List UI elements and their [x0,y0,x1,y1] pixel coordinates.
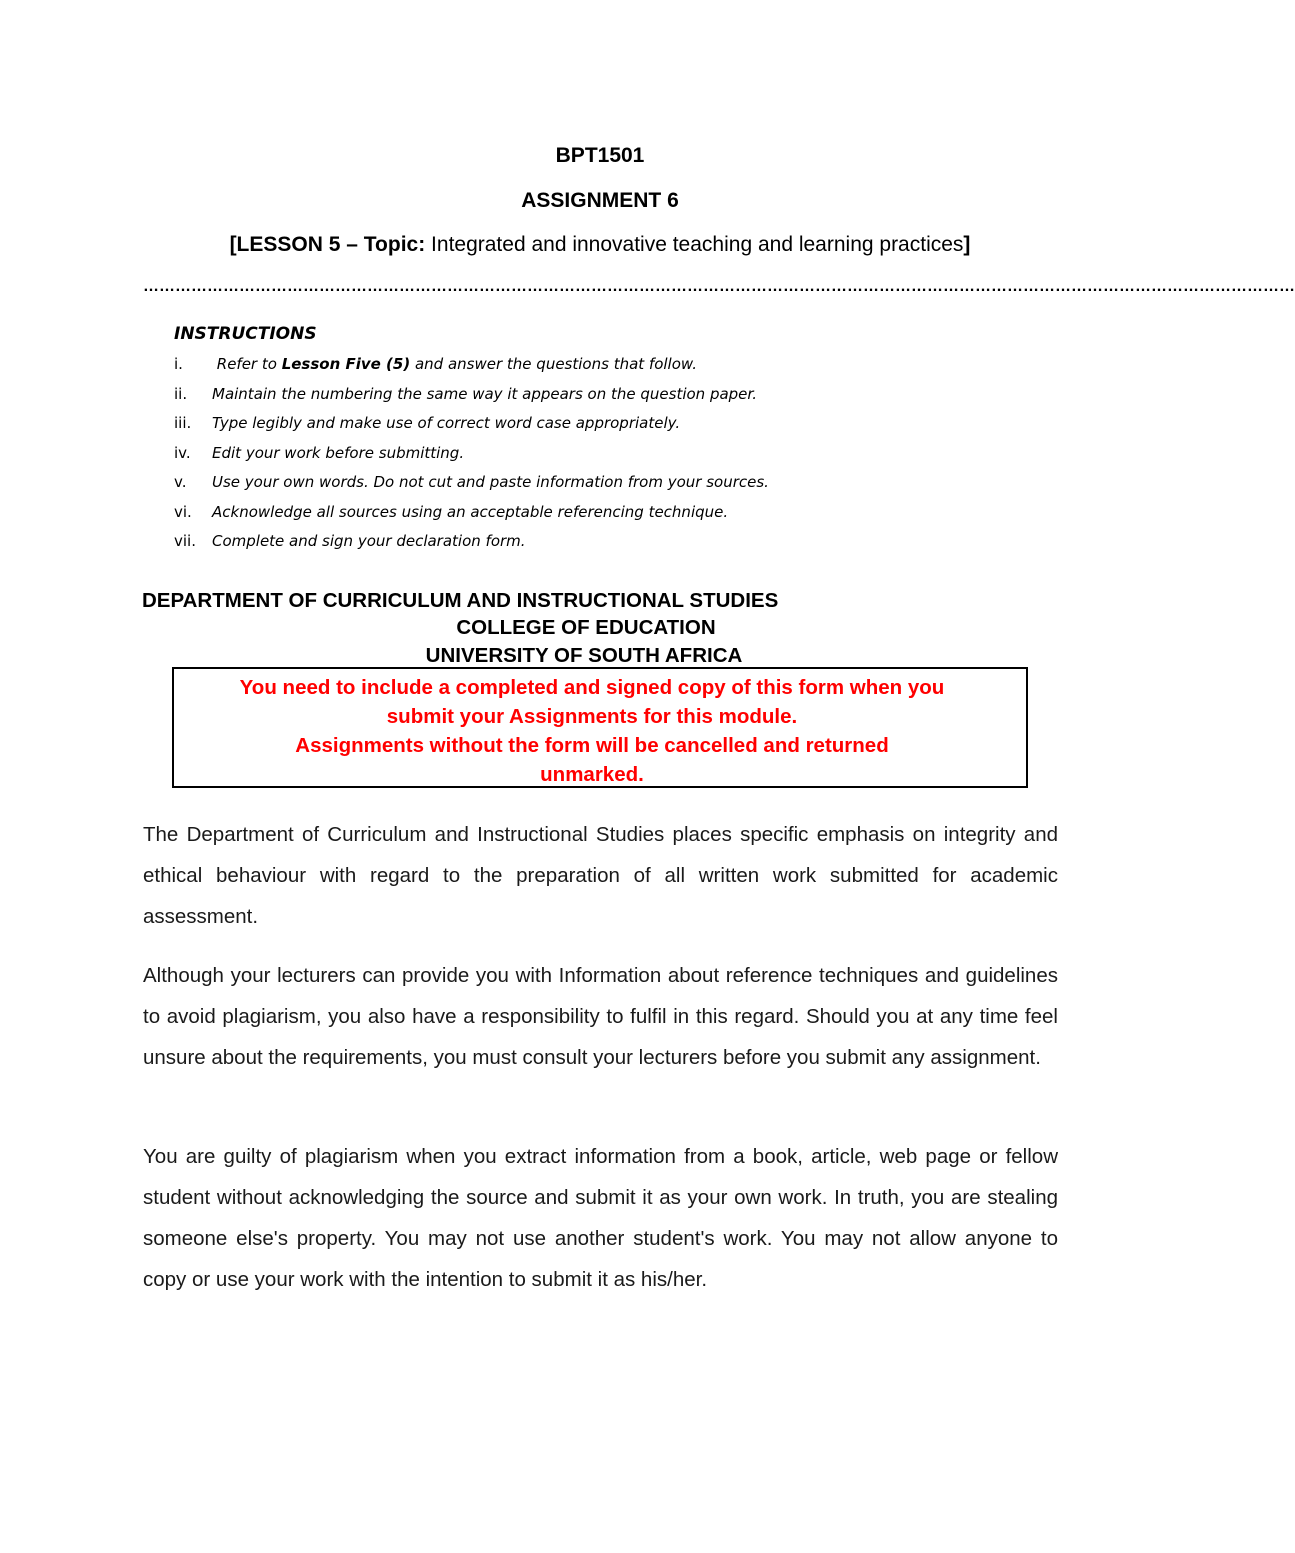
instruction-item [174,472,769,502]
university-name: UNIVERSITY OF SOUTH AFRICA [425,644,743,667]
instruction-item [174,502,769,532]
instruction-item [174,443,769,473]
lecturers-paragraph: Although your lecturers can provide you with Information about reference techniques and guidelines to avoid plagiarism, you also have a responsibility to fulfil in this regard. Should you at any time feel unsure about the requirements, you must consult your lecturers before you submit any assignment. [143,964,1058,1069]
college-name: COLLEGE OF EDUCATION [456,616,716,639]
department-name: DEPARTMENT OF CURRICULUM AND INSTRUCTIONAL STUDIES [142,589,779,612]
lesson-topic-line [0,233,1200,257]
lesson-colon: : [418,233,426,256]
instruction-text: Acknowledge all sources using an acceptable referencing technique. [212,502,729,521]
warning-message [174,673,1010,789]
instruction-text: Use your own words. Do not cut and paste information from your sources. [212,473,769,491]
instruction-text: Edit your work before submitting. [212,443,465,462]
instruction-text: Refer to Lesson Five (5) and answer the questions that follow. [212,355,697,373]
lesson-reference: Lesson Five (5) [281,355,411,373]
instructions-list [174,354,769,561]
instruction-number: vii. [174,532,196,550]
lesson-prefix: [LESSON 5 – Topic [229,233,419,256]
instruction-text: Complete and sign your declaration form. [212,532,526,550]
course-code: BPT1501 [555,144,645,167]
instruction-item [174,354,769,384]
warning-line: Assignments without the form will be cancelled and returned [295,734,889,757]
instruction-text: Maintain the numbering the same way it appears on the question paper. [212,384,757,403]
plagiarism-paragraph: You are guilty of plagiarism when you extract information from a book, article, web page or fellow student without acknowledging the source and submit it as your own work. In truth, you are stealing someone else's property. You may not use another student's work. You may not allow anyone to copy or use your work with the intention to submit it as his/her. [143,1145,1058,1291]
integrity-paragraph: The Department of Curriculum and Instructional Studies places specific emphasis on integrity and ethical behaviour with regard to the preparation of all written work submitted for academic assessment. [143,823,1058,928]
dotted-separator: ……………………………………………………………………………………………………………………………………………………………………………………………… [143,278,1295,295]
warning-box [172,667,1028,788]
warning-line: unmarked. [540,763,644,786]
instruction-number: i. [174,355,183,373]
warning-line: You need to include a completed and signed copy of this form when you [239,676,945,699]
lesson-topic: Integrated and innovative teaching and learning practices [425,233,964,256]
instruction-number: ii. [174,384,188,403]
assignment-title: ASSIGNMENT 6 [521,189,679,212]
instruction-number: iv. [174,443,191,462]
instruction-number: vi. [174,502,192,521]
instruction-number: v. [174,473,187,491]
lesson-close: ] [963,233,971,256]
instructions-heading: INSTRUCTIONS [174,324,317,344]
instruction-number: iii. [174,414,192,432]
instruction-item [174,413,769,443]
instruction-item [174,531,769,561]
instruction-text: Type legibly and make use of correct word case appropriately. [212,414,681,432]
instruction-item [174,384,769,414]
warning-line: submit your Assignments for this module. [386,705,798,728]
